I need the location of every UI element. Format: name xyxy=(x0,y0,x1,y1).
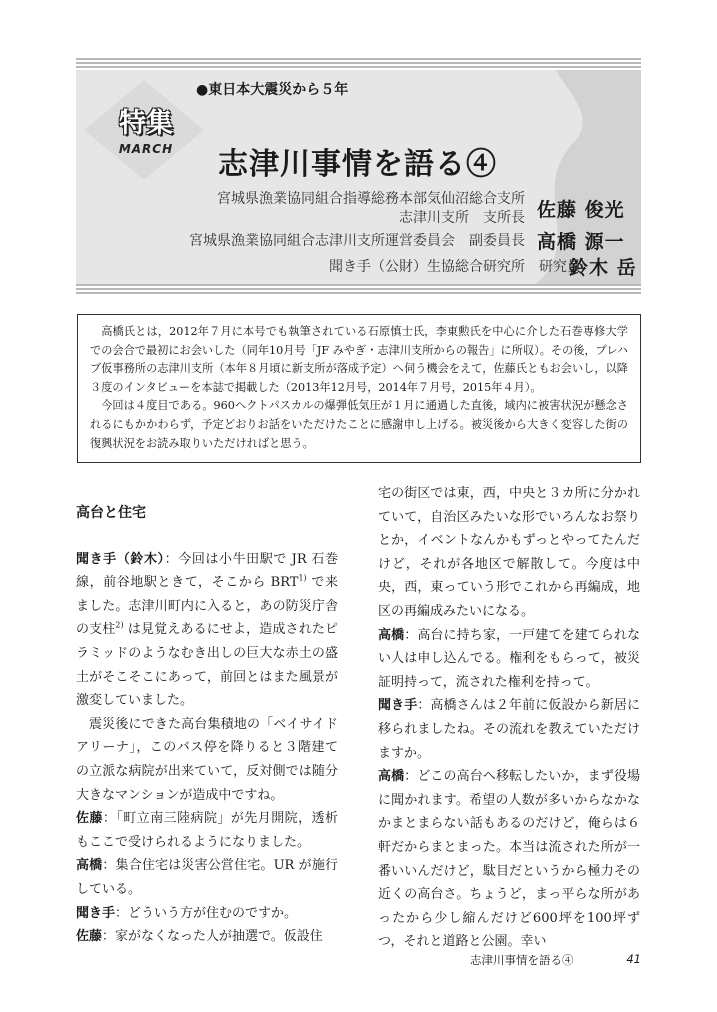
speaker-label: 聞き手 xyxy=(378,698,418,714)
footnote-ref: 1) xyxy=(298,573,307,583)
dialogue-paragraph: 佐藤：「町立南三陸病院」が先月開院，透析もここで受けられるようになりました。 xyxy=(76,811,338,850)
article-title: 志津川事情を語る④ xyxy=(218,147,497,182)
section-heading: 高台と住宅 xyxy=(76,505,146,521)
person-1-affiliation-line2: 志津川支所 支所長 xyxy=(399,210,525,226)
header-stripe-bottom xyxy=(76,284,641,296)
dialogue-paragraph: 聞き手（鈴木）：今回は小牛田駅で JR 石巻線，前谷地駅ときて，そこから BRT$^{1)}$ で来ました。志津川町内に入ると，あの防災庁舎の支柱$^{2)}$ は見覚えあるにせよ，造成されたピラミッドのようなむき出しの巨大な赤土の盛土がそこそこにあって，前回とはまた風景が激変していました。 xyxy=(76,551,338,709)
right-column xyxy=(378,482,640,954)
intro-box xyxy=(77,314,641,463)
dialogue-paragraph: 高橋：高台に持ち家，一戸建てを建てられない人は申し込んでる。権利をもらって，被災証明持って，流された権利を持って。 xyxy=(378,627,640,690)
dialogue-paragraph: 聞き手：高橋さんは２年前に仮設から新居に移られましたね。その流れを教えていただけますか。 xyxy=(378,698,640,761)
speaker-label: 佐藤 xyxy=(76,811,103,827)
series-label: ●東日本大震災から５年 xyxy=(196,82,349,98)
person-1-name: 佐藤 俊光 xyxy=(537,199,625,221)
interviewer-affiliation: 聞き手（公財）生協総合研究所 研究員 xyxy=(329,259,581,275)
footnote-ref: 2) xyxy=(115,621,124,631)
speaker-label: 高橋 xyxy=(76,858,103,874)
dialogue-paragraph: 高橋：どこの高台へ移転したいか，まず役場に聞かれます。希望の人数が多いからなかなかまとまらない話もあるのだけど，俺らは６軒だからまとまった。本当は流された所が一番いいんだけど，駄目だというから極力その近くの高台さ。ちょうど，まっ平らな所があったから少し縮んだけど600坪を100坪ずつ，それと道路と公園。幸い xyxy=(378,769,640,950)
person-2-affiliation: 宮城県漁業協同組合志津川支所運営委員会 副委員長 xyxy=(189,233,525,249)
dialogue-paragraph: 宅の街区では東，西，中央と３カ所に分かれていて，自治区みたいな形でいろんなお祭りとか，イベントなんかもずっとやってたんだけど，それが各地区で解散して。今度は中央，西，東っていう形でこれから再編成，地区の再編成みたいになる。 xyxy=(378,486,640,619)
feature-badge xyxy=(104,101,188,156)
dialogue-paragraph: 高橋：集合住宅は災害公営住宅。UR が施行している。 xyxy=(76,858,338,897)
speaker-label: 佐藤 xyxy=(76,929,103,945)
dialogue-paragraph: 聞き手：どういう方が住むのですか。 xyxy=(76,905,298,921)
speaker-label: 聞き手（鈴木） xyxy=(76,551,165,567)
feature-badge-label: 特集 xyxy=(119,108,173,139)
dialogue-paragraph: 佐藤：家がなくなった人が抽選で。仮設住 xyxy=(76,929,323,945)
running-title: 志津川事情を語る④ xyxy=(470,953,574,967)
person-1-affiliation-line1: 宮城県漁業協同組合指導総務本部気仙沼総合支所 xyxy=(217,191,525,207)
dialogue-paragraph: 震災後にできた高台集積地の「ベイサイドアリーナ」，このバス停を降りると３階建ての立派な病院が出来ていて，反対側では随分大きなマンションが造成中ですね。 xyxy=(76,716,338,803)
left-column xyxy=(76,482,338,949)
speaker-label: 聞き手 xyxy=(76,905,116,921)
page-footer xyxy=(470,952,641,968)
intro-paragraph: 今回は４度目である。960ヘクトパスカルの爆弾低気圧が１月に通過した直後，域内に被害状況が懸念されるにもかかわらず，予定どおりお話をいただけたことに感謝申し上げる。被災後から大きく変容した街の復興状況をお読み取りいただければと思う。 xyxy=(90,399,628,450)
feature-month-label: MARCH xyxy=(118,142,174,156)
speaker-label: 高橋 xyxy=(378,769,405,785)
person-2-name: 高橋 源一 xyxy=(537,231,625,253)
speaker-label: 高橋 xyxy=(378,627,405,643)
interviewer-name: 鈴木 岳 xyxy=(569,257,637,279)
page-number: 41 xyxy=(626,952,641,966)
intro-paragraph: 高橋氏とは，2012年７月に本号でも執筆されている石原慎士氏，李東勲氏を中心に介した石巻専修大学での会合で最初にお会いした（同年10月号「JF みやぎ・志津川支所からの報告」に所収）。その後，プレハブ仮事務所の志津川支所（本年８月頃に新支所が落成予定）へ伺う機会をえて，佐藤氏ともお会いし，以降３度のインタビューを本誌で掲載した（2013年12月号，2014年７月号，2015年４月）。 xyxy=(90,325,628,394)
header-stripe-top xyxy=(76,58,641,70)
